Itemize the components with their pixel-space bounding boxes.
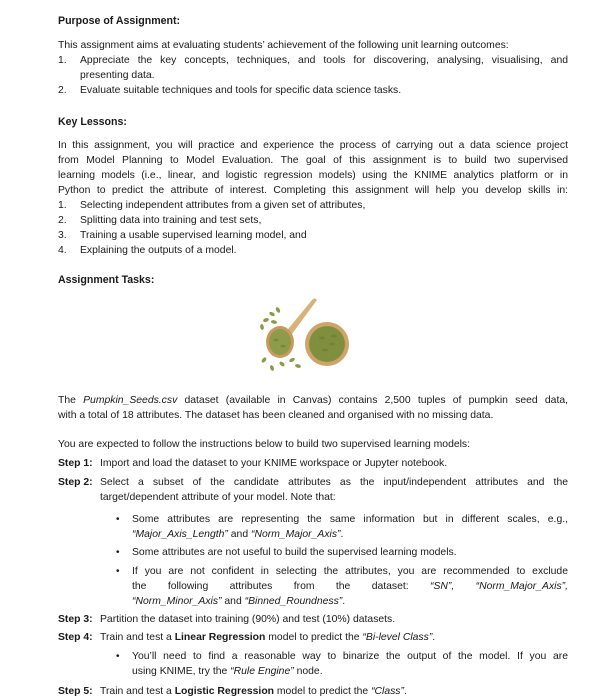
text: from bbox=[293, 581, 315, 592]
text: model to predict the bbox=[265, 632, 363, 643]
step-2-bullet-1 bbox=[116, 512, 568, 542]
spoon-seeds bbox=[269, 329, 291, 355]
key-lessons-paragraph bbox=[58, 138, 568, 198]
text: dataset: bbox=[371, 581, 409, 592]
skill-number: 2. bbox=[58, 215, 67, 226]
text: Train and test a bbox=[100, 632, 175, 643]
bullet-line: Some attributes are representing the same information but in different scales, e.g., bbox=[132, 514, 568, 525]
skill-item bbox=[58, 243, 568, 258]
outcome-item bbox=[58, 83, 568, 98]
bullet-line: You’ll need to find a reasonable way to binarize the output of the model. If you are bbox=[132, 651, 568, 662]
attribute-name: “Major_Axis_Length” bbox=[132, 529, 228, 540]
outcome-item bbox=[58, 53, 568, 83]
text: . bbox=[340, 529, 344, 540]
attribute-name: “Norm_Major_Axis”, bbox=[475, 581, 569, 592]
step-text: Import and load the dataset to your KNIME workspace or Jupyter notebook. bbox=[100, 458, 448, 469]
dataset-filename: Pumpkin_Seeds.csv bbox=[83, 395, 178, 406]
bullet-line bbox=[132, 594, 568, 609]
bullet-line bbox=[132, 527, 568, 542]
skill-text: Selecting independent attributes from a given set of attributes, bbox=[80, 200, 366, 211]
outcome-number: 2. bbox=[58, 85, 67, 96]
bullet-line bbox=[132, 664, 568, 679]
paragraph-line: from Model Planning to Model Evaluation. The goal of this assignment is to build two supervised bbox=[58, 155, 568, 166]
step-label: Step 1: bbox=[58, 458, 93, 469]
step-text: Partition the dataset into training (90%) and test (10%) datasets. bbox=[100, 614, 396, 625]
step-2 bbox=[58, 475, 568, 505]
dataset-line-1 bbox=[58, 393, 568, 408]
bullet-icon: • bbox=[116, 651, 120, 662]
model-name: Logistic Regression bbox=[174, 686, 275, 697]
text: and bbox=[221, 596, 245, 607]
step-3 bbox=[58, 612, 568, 627]
bullet-line bbox=[132, 579, 568, 594]
step-4 bbox=[58, 630, 568, 645]
step-2-bullet-3 bbox=[116, 564, 568, 609]
text: Train and test a bbox=[100, 686, 175, 697]
step-1 bbox=[58, 456, 568, 471]
dataset-description bbox=[58, 393, 568, 423]
outcome-text-line: Evaluate suitable techniques and tools for specific data science tasks. bbox=[80, 85, 402, 96]
node-name: “Rule Engine” bbox=[230, 666, 294, 677]
text: and bbox=[227, 529, 251, 540]
bowl-seeds bbox=[309, 326, 345, 362]
outcome-text-line: presenting data. bbox=[80, 70, 155, 81]
skill-item bbox=[58, 213, 568, 228]
skill-text: Splitting data into training and test sets, bbox=[80, 215, 262, 226]
instructions-intro: You are expected to follow the instructions below to build two supervised learning models: bbox=[58, 439, 471, 450]
step-5 bbox=[58, 684, 568, 699]
step-label: Step 3: bbox=[58, 614, 93, 625]
text: using KNIME, try the bbox=[132, 666, 231, 677]
bullet-icon: • bbox=[116, 547, 120, 558]
outcome-number: 1. bbox=[58, 55, 67, 66]
target-attribute: “Class” bbox=[371, 686, 404, 697]
attribute-name: “Norm_Major_Axis” bbox=[251, 529, 341, 540]
step-text bbox=[100, 630, 568, 645]
skill-number: 4. bbox=[58, 245, 67, 256]
step-text bbox=[100, 684, 568, 699]
dataset-line-2: with a total of 18 attributes. The dataset has been cleaned and organised with no missing data. bbox=[58, 410, 494, 421]
bullet-line: Some attributes are not useful to build the supervised learning models. bbox=[132, 547, 457, 558]
attribute-name: “Norm_Minor_Axis” bbox=[132, 596, 222, 607]
bullet-line: If you are not confident in selecting the attributes, you are recommended to exclude bbox=[132, 566, 568, 577]
skill-item bbox=[58, 198, 568, 213]
step-label: Step 5: bbox=[58, 686, 93, 697]
text: node. bbox=[293, 666, 323, 677]
purpose-heading: Purpose of Assignment: bbox=[58, 15, 181, 27]
outcome-text-line: Appreciate the key concepts, techniques, and tools for discovering, analysing, visualising, and bbox=[80, 55, 568, 66]
text: The bbox=[58, 395, 84, 406]
purpose-intro: This assignment aims at evaluating students’ achievement of the following unit learning outcomes: bbox=[58, 40, 509, 51]
attribute-name: “Binned_Roundness” bbox=[244, 596, 343, 607]
text: . bbox=[342, 596, 346, 607]
skills-list bbox=[58, 198, 568, 258]
skill-item bbox=[58, 228, 568, 243]
model-name: Linear Regression bbox=[174, 632, 266, 643]
text: attributes bbox=[229, 581, 273, 592]
text: . bbox=[403, 686, 407, 697]
text: the bbox=[335, 581, 351, 592]
bullet-icon: • bbox=[116, 514, 120, 525]
skill-number: 3. bbox=[58, 230, 67, 241]
bullet-icon: • bbox=[116, 566, 120, 577]
text: dataset (available in Canvas) contains 2,500 tuples of pumpkin seed data, bbox=[177, 395, 568, 406]
text: model to predict the bbox=[274, 686, 372, 697]
attribute-name: “SN”, bbox=[430, 581, 455, 592]
skill-text: Explaining the outputs of a model. bbox=[80, 245, 237, 256]
target-attribute: “Bi-level Class” bbox=[362, 632, 433, 643]
step-2-bullet-2 bbox=[116, 545, 568, 560]
paragraph-line: In this assignment, you will practice and experience the process of carrying out a data science project bbox=[58, 140, 568, 151]
pumpkin-seeds-image bbox=[252, 292, 362, 372]
step-text-line: Select a subset of the candidate attributes as the input/independent attributes and the bbox=[100, 477, 568, 488]
skill-number: 1. bbox=[58, 200, 67, 211]
paragraph-line: Python to predict the attribute of interest. Completing this assignment will help you develop skills in: bbox=[58, 185, 568, 196]
pumpkin-seeds-illustration bbox=[252, 292, 362, 372]
step-4-bullet-1 bbox=[116, 649, 568, 679]
step-label: Step 4: bbox=[58, 632, 93, 643]
step-label: Step 2: bbox=[58, 477, 93, 488]
skill-text: Training a usable supervised learning model, and bbox=[80, 230, 307, 241]
step-text-line: target/dependent attribute of your model. Note that: bbox=[100, 492, 336, 503]
text: following bbox=[167, 581, 209, 592]
text: the bbox=[132, 581, 147, 592]
text: . bbox=[432, 632, 436, 643]
assignment-tasks-heading: Assignment Tasks: bbox=[58, 274, 155, 286]
paragraph-line: learning models (i.e., linear, and logistic regression models) using the KNIME analytics platform or in bbox=[58, 170, 568, 181]
key-lessons-heading: Key Lessons: bbox=[58, 116, 127, 128]
